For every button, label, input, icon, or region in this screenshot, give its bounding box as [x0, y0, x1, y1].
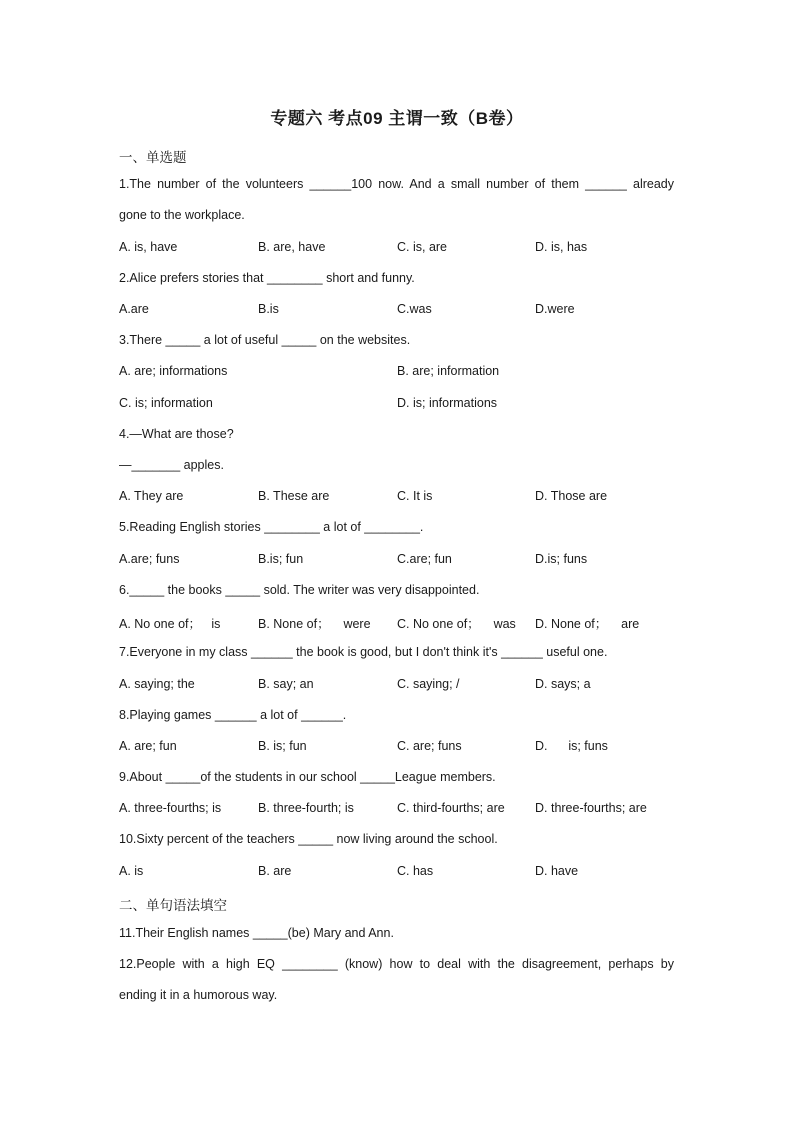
option-a: A. saying; the — [119, 677, 195, 691]
question-1-options — [119, 240, 679, 258]
question-3-text: 3.There _____ a lot of useful _____ on the websites. — [119, 333, 411, 347]
option-b: B. These are — [258, 489, 330, 503]
question-12-text: 12.People with a high EQ ________ (know) how to deal with the disagreement, perhaps by — [119, 957, 674, 971]
option-b: B.is; fun — [258, 552, 304, 566]
section-heading-grammar-fill: 二、单句语法填空 — [119, 898, 227, 913]
option-c: C.are; fun — [397, 552, 452, 566]
option-c: C.was — [397, 302, 432, 316]
question-5-text: 5.Reading English stories ________ a lot of ________. — [119, 520, 424, 534]
option-d: D. three-fourths; are — [535, 801, 647, 815]
question-8-text: 8.Playing games ______ a lot of ______. — [119, 708, 347, 722]
question-2-text: 2.Alice prefers stories that ________ short and funny. — [119, 271, 415, 285]
question-11-text: 11.Their English names _____(be) Mary and Ann. — [119, 926, 394, 940]
question-9-options — [119, 801, 679, 819]
option-d: D. have — [535, 864, 579, 878]
question-3-options-row-1 — [119, 364, 679, 382]
option-c: C. is, are — [397, 240, 448, 254]
option-a: A.are; funs — [119, 552, 180, 566]
option-d: D. is; funs — [535, 739, 608, 753]
option-b: B. is; fun — [258, 739, 307, 753]
option-d: D. Those are — [535, 489, 608, 503]
question-4-options — [119, 489, 679, 507]
option-a: A. are; informations — [119, 364, 228, 378]
option-a: A. is, have — [119, 240, 178, 254]
option-a: A. are; fun — [119, 739, 177, 753]
option-d: D. is; informations — [397, 396, 498, 410]
option-a: A. is — [119, 864, 144, 878]
option-a: A.are — [119, 302, 149, 316]
question-4-answer-line: —_______ apples. — [119, 458, 224, 472]
question-6-options — [119, 614, 679, 632]
option-c: C. has — [397, 864, 434, 878]
option-d: D. None of； are — [535, 617, 640, 631]
question-7-text: 7.Everyone in my class ______ the book is good, but I don't think it's ______ useful one. — [119, 645, 608, 659]
question-12-text-cont: ending it in a humorous way. — [119, 988, 278, 1002]
option-c: C. third-fourths; are — [397, 801, 505, 815]
question-7-options — [119, 677, 679, 695]
question-3-options-row-2 — [119, 396, 679, 414]
option-d: D.were — [535, 302, 575, 316]
option-c: C. are; funs — [397, 739, 462, 753]
option-c: C. No one of； was — [397, 617, 516, 631]
page-title: 专题六 考点09 主谓一致（B卷） — [270, 109, 524, 128]
option-d: D.is; funs — [535, 552, 588, 566]
question-2-options — [119, 302, 679, 320]
question-10-options — [119, 864, 679, 882]
option-a: A. No one of； is — [119, 617, 221, 631]
question-9-text: 9.About _____of the students in our school _____League members. — [119, 770, 496, 784]
question-1-text: 1.The number of the volunteers ______100 now. And a small number of them ______ already — [119, 177, 674, 191]
option-c: C. saying; / — [397, 677, 460, 691]
question-10-text: 10.Sixty percent of the teachers _____ now living around the school. — [119, 832, 498, 846]
option-c: C. is; information — [119, 396, 213, 410]
option-b: B. are; information — [397, 364, 500, 378]
option-a: A. three-fourths; is — [119, 801, 222, 815]
option-b: B. are — [258, 864, 292, 878]
question-5-options — [119, 552, 679, 570]
option-b: B. say; an — [258, 677, 314, 691]
option-b: B. three-fourth; is — [258, 801, 354, 815]
question-1-text-cont: gone to the workplace. — [119, 208, 245, 222]
question-8-options — [119, 739, 679, 757]
option-d: D. is, has — [535, 240, 588, 254]
question-4-text: 4.—What are those? — [119, 427, 234, 441]
option-b: B.is — [258, 302, 279, 316]
option-d: D. says; a — [535, 677, 591, 691]
option-b: B. are, have — [258, 240, 326, 254]
option-b: B. None of； were — [258, 617, 371, 631]
option-a: A. They are — [119, 489, 184, 503]
option-c: C. It is — [397, 489, 433, 503]
section-heading-multiple-choice: 一、单选题 — [119, 150, 187, 165]
question-6-text: 6._____ the books _____ sold. The writer was very disappointed. — [119, 583, 480, 597]
